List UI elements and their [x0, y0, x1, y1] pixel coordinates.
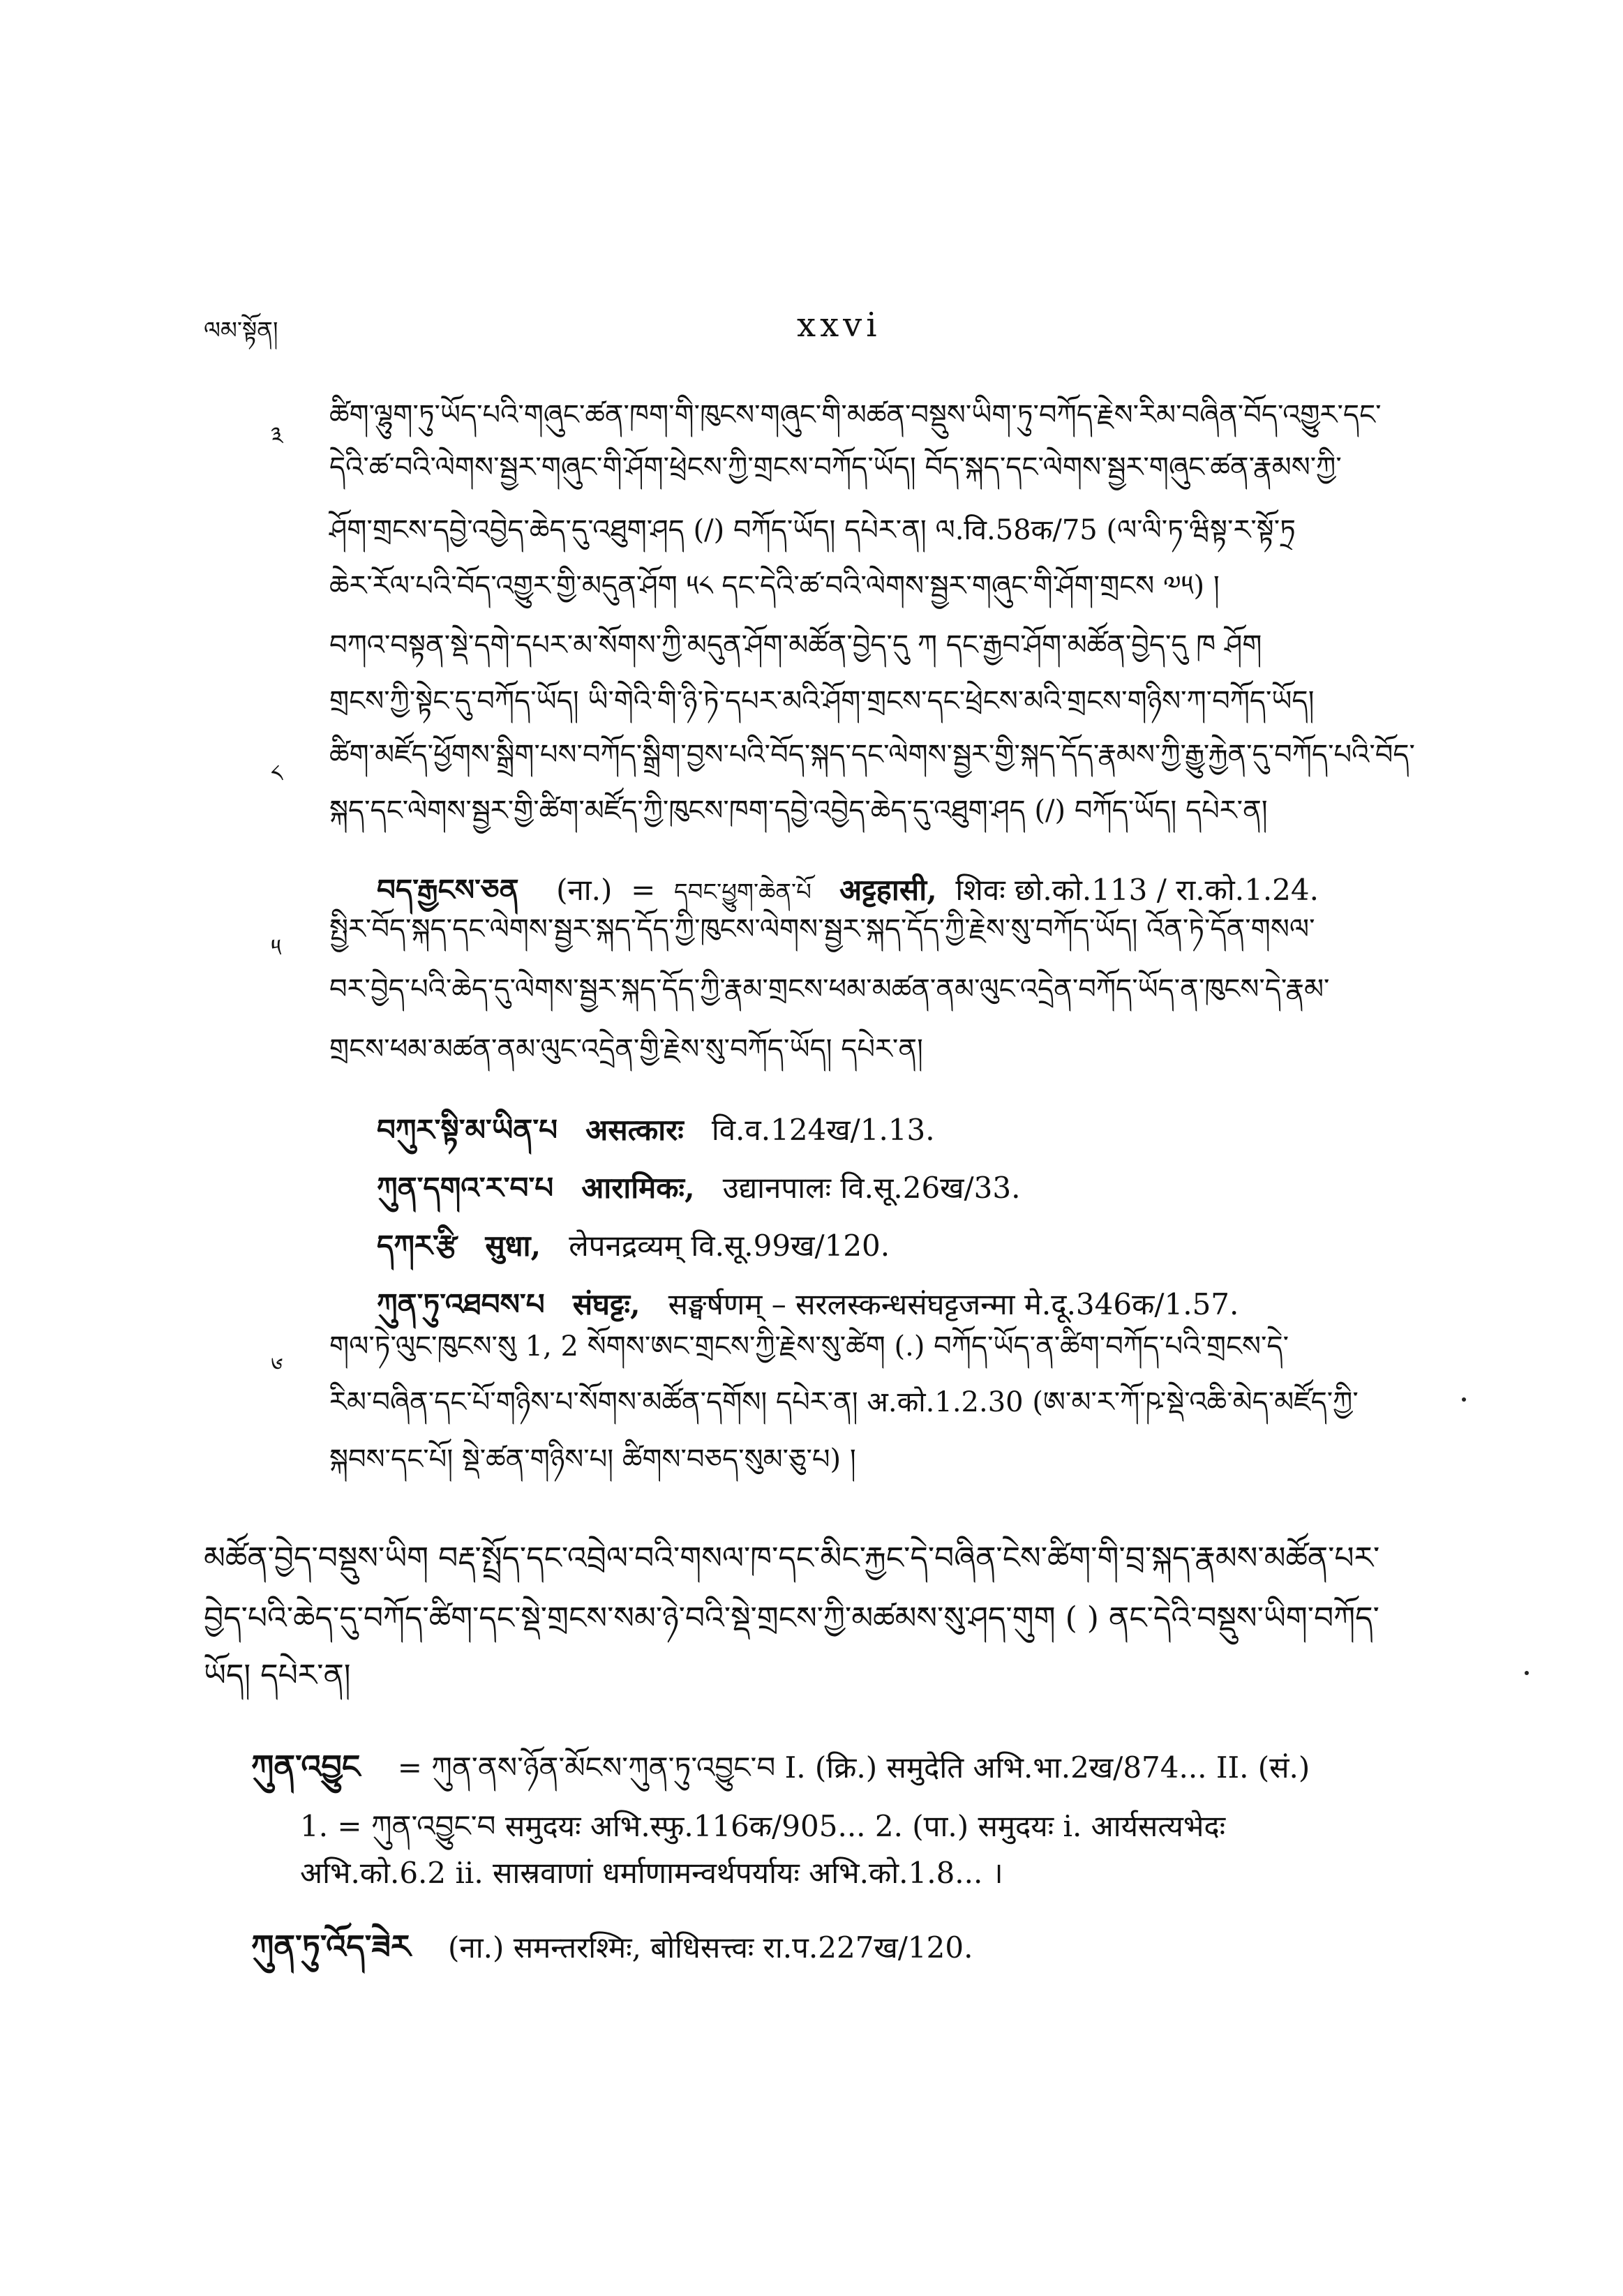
- example-sanskrit: संघट्टः,: [572, 1287, 641, 1321]
- entry-definition-line: 1. = ཀུན་འབྱུང་བ समुदयः अभि.स्फु.116क/905... 2. (पा.) समुदयः i. आर्यसत्यभेदः: [300, 1809, 1226, 1843]
- note-text-line: སྐབས་དང་པོ། སྡེ་ཚན་གཉིས་པ། ཚིགས་བཅད་སུམ་ཅུ་པ) །: [329, 1443, 856, 1476]
- paragraph-line: ཡོད། དཔེར་ན།: [204, 1658, 351, 1693]
- entry-definition: = ཀུན་ནས་ཉོན་མོངས་ཀུན་ཏུ་འབྱུང་བ I. (क्रि.) समुदेति अभि.भा.2ख/874... II. (सं.): [397, 1750, 1310, 1785]
- example-reference: सङ्घर्षणम् – सरलस्कन्धसंघट्टजन्मा मे.दू.346क/1.57.: [668, 1287, 1239, 1321]
- example-sanskrit: आरामिकः,: [581, 1171, 695, 1205]
- note-text-line: བཀའ་བསྟན་སྡེ་དགེ་དཔར་མ་སོགས་ཀྱི་མདུན་ཤོག་མཚོན་བྱེད་དུ ཀ དང་རྒྱབ་ཤོག་མཚོན་བྱེད་དུ ཁ ཤོག: [329, 629, 1262, 661]
- entry-headword: ཀུན་འབྱུང: [251, 1748, 361, 1785]
- note-text-line: ཚིག་ལྷུག་ཏུ་ཡོད་པའི་གཞུང་ཚན་ཁག་གི་ཁུངས་གཞུང་གི་མཚན་བསྡུས་ཡིག་ཏུ་བཀོད་རྗེས་རིམ་བཞིན་བོད་འགྱུར་དང་: [329, 399, 1382, 431]
- example-tibetan: ཀུན་ཏུ་འཐབས་པ: [377, 1287, 545, 1321]
- speck: [1525, 1671, 1529, 1675]
- note-number: ༥: [271, 934, 282, 962]
- example-equals: =: [631, 873, 656, 907]
- note-number: ༣: [271, 422, 283, 450]
- example-reference: लेपनद्रव्यम् वि.सू.99ख/120.: [569, 1229, 890, 1263]
- note-text-line: ཆེར་རོལ་པའི་བོད་འགྱུར་གྱི་མདུན་ཤོག ༥༨ དང་དེའི་ཚ་བའི་ལེགས་སྦྱར་གཞུང་གི་ཤོག་གྲངས ༧༥) །: [329, 570, 1220, 602]
- note-text-line: ཚིག་མཛོད་ཕྱོགས་སྒྲིག་པས་བཀོད་སྒྲིག་བྱས་པའི་བོད་སྐད་དང་ལེགས་སྦྱར་གྱི་སྐད་དོད་རྣམས་ཀྱི་རྒྱུ་རྐྱེན་དུ་བཀོད་པའི་བོད་: [329, 739, 1415, 771]
- note-text-line: སྤྱིར་བོད་སྐད་དང་ལེགས་སྦྱར་སྐད་དོད་ཀྱི་ཁུངས་ལེགས་སྦྱར་སྐད་དོད་ཀྱི་རྗེས་སུ་བཀོད་ཡོད། འོན་ཏེ་དོན་གསལ་: [329, 913, 1315, 945]
- example-sanskrit: असत्कारः: [585, 1113, 684, 1147]
- paragraph-line: བྱེད་པའི་ཆེད་དུ་བཀོད་ཚིག་དང་སྡེ་གྲངས་སམ་ཉེ་བའི་སྡེ་གྲངས་ཀྱི་མཚམས་སུ་ཤད་གུག ( ) ནང་དེའི་བསྡུས་ཡིག་བཀོད་: [204, 1600, 1379, 1636]
- running-header: ལམ་སྟོན།: [204, 317, 278, 345]
- dictionary-entry: [251, 1912, 973, 2002]
- speck: [1462, 1397, 1466, 1402]
- entry-definition: (ना.) समन्तरश्मिः, बोधिसत्त्वः रा.प.227ख/120.: [448, 1930, 973, 1965]
- note-text-line: རིམ་བཞིན་དང་པོ་གཉིས་པ་སོགས་མཚོན་དགོས། དཔེར་ན། अ.को.1.2.30 (ཨ་མ་ར་ཀོ་ཥ་སྡེ་འཆི་མེད་མཛོད་ཀྱི་: [329, 1386, 1359, 1418]
- page-number: xxvi: [797, 306, 881, 345]
- entry-definition-line: अभि.को.6.2 ii. सास्रवाणां धर्माणामन्वर्थपर्यायः अभि.को.1.8... ।: [300, 1856, 1003, 1890]
- note-number: ༦: [271, 1353, 283, 1381]
- example-tibetan: བཀུར་སྟི་མ་ཡིན་པ: [377, 1113, 558, 1147]
- entry-headword: ཀུན་ཏུ་འོད་ཟེར: [251, 1928, 411, 1965]
- example-reference: उद्यानपालः वि.सू.26ख/33.: [722, 1171, 1021, 1205]
- note-text-line: དེའི་ཚ་བའི་ལེགས་སྦྱར་གཞུང་གི་ཤོག་ཕྲེངས་ཀྱི་གྲངས་བཀོད་ཡོད། བོད་སྐད་དང་ལེགས་སྦྱར་གཞུང་ཚན་རྣམས་ཀྱི་: [329, 451, 1342, 483]
- example-tibetan: དཀར་རྩི: [377, 1229, 458, 1263]
- example-sanskrit: सुधा,: [485, 1229, 541, 1263]
- note-text-line: ཤོག་གྲངས་དབྱེ་འབྱེད་ཆེད་དུ་འཐུག་ཤད (/) བཀོད་ཡོད། དཔེར་ན། ལ.वि.58क/75 (ལ་ལི་ཏ་ཝིསྟ་ར་སྟོ་ཏྲ: [329, 514, 1296, 546]
- note-text-line: གྲངས་ཕམ་མཚན་ནམ་ལུང་འདྲེན་གྱི་རྗེས་སུ་བཀོད་ཡོད། དཔེར་ན།: [329, 1033, 923, 1065]
- example-tibetan: བད་རྒྱངས་ཅན: [377, 873, 519, 907]
- example-reference: शिवः छो.को.113 / रा.को.1.24.: [955, 873, 1319, 907]
- example-reference: वि.व.124ख/1.13.: [711, 1113, 935, 1147]
- example-tibetan: ཀུན་དགའ་ར་བ་པ: [377, 1171, 554, 1205]
- example-gloss: དབང་ཕྱུག་ཆེན་པོ: [674, 878, 812, 906]
- paragraph-line: མཚོན་བྱེད་བསྡུས་ཡིག བརྡ་སྤྲོད་དང་འབྲེལ་བའི་གསལ་ཁ་དང་མིང་རྐྱང་དེ་བཞིན་ངེས་ཚིག་གི་བྲ་སྐད་རྣམས་མཚོན་པར་: [204, 1540, 1380, 1576]
- note-text-line: གལ་ཏེ་ལུང་ཁུངས་སུ 1, 2 སོགས་ཨང་གྲངས་ཀྱི་རྗེས་སུ་ཚེག (.) བཀོད་ཡོད་ན་ཚིག་བཀོད་པའི་གྲངས་དེ་: [329, 1330, 1289, 1363]
- example-tag: (ना.): [556, 873, 613, 907]
- example-sanskrit: अट्टहासी,: [839, 873, 937, 907]
- note-text-line: གྲངས་ཀྱི་སྟེང་དུ་བཀོད་ཡོད། ཡི་གེའི་གི་ཉི་ཏེ་དཔར་མའི་ཤོག་གྲངས་དང་ཕྲེངས་མའི་གྲངས་གཉིས་ཀ་བཀོད་ཡོད།: [329, 685, 1315, 717]
- note-number: ༨: [271, 760, 283, 788]
- note-text-line: སྐད་དང་ལེགས་སྦྱར་གྱི་ཚིག་མཛོད་ཀྱི་ཁུངས་ཁག་དབྱེ་འབྱེད་ཆེད་དུ་འཐུག་ཤད (/) བཀོད་ཡོད། དཔེར་ན།: [329, 795, 1268, 827]
- note-text-line: བར་བྱེད་པའི་ཆེད་དུ་ལེགས་སྦྱར་སྐད་དོད་ཀྱི་རྣམ་གྲངས་ཕམ་མཚན་ནམ་ལུང་འདྲེན་བཀོད་ཡོད་ན་ཁུངས་དེ་རྣམ་: [329, 973, 1330, 1005]
